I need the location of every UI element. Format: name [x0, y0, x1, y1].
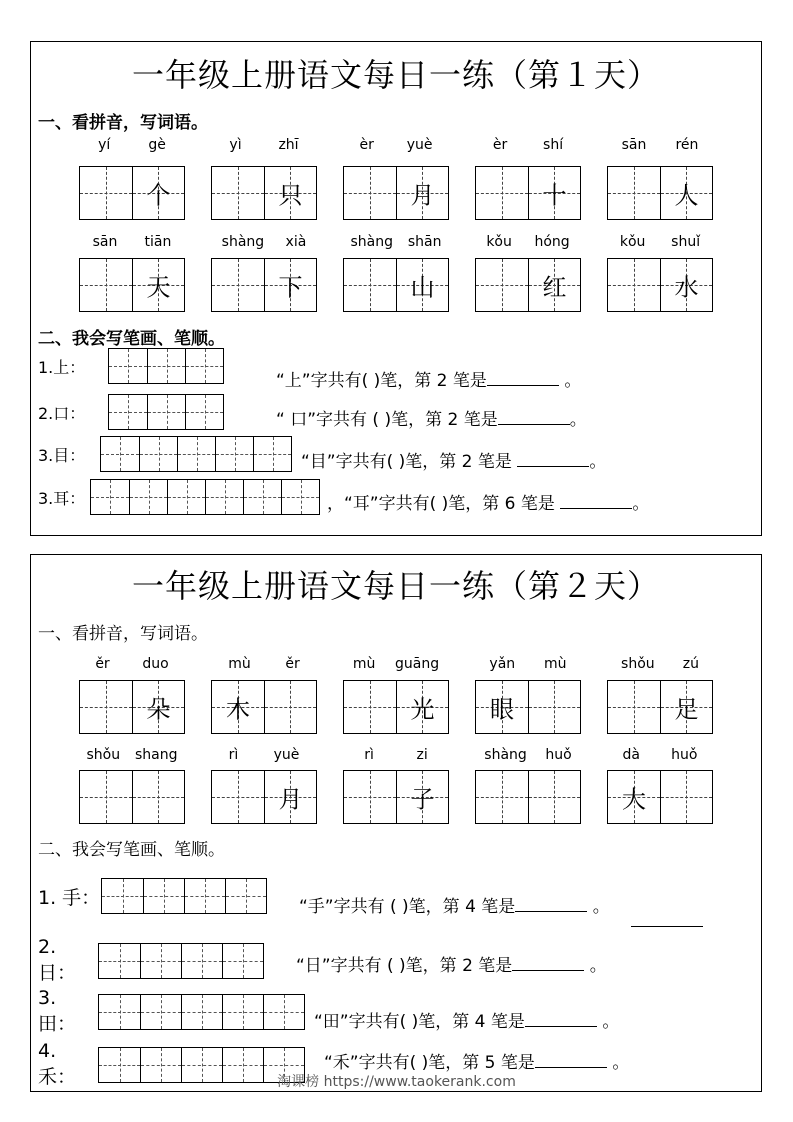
tianzige-cell[interactable]: [80, 167, 132, 219]
pinyin: sān: [621, 137, 647, 153]
tianzige-cell[interactable]: [344, 167, 396, 219]
tianzige-cell[interactable]: [476, 681, 528, 733]
answer-blank[interactable]: [487, 371, 559, 386]
answer-blank[interactable]: [515, 897, 587, 912]
character: 足: [674, 695, 699, 724]
day1-sheet: [30, 41, 762, 536]
pinyin: yuè: [406, 137, 433, 153]
character: 月: [278, 785, 303, 814]
pinyin-pair: [211, 137, 317, 153]
pinyin-pair: [607, 747, 713, 763]
tianzige-pair[interactable]: [211, 770, 317, 824]
tianzige-pair[interactable]: [475, 166, 581, 220]
tianzige-cell[interactable]: [212, 771, 264, 823]
tianzige-pair[interactable]: [211, 680, 317, 734]
day1-stroke-q2: “ 口”字共有 ( )笔，第 2 笔是 。: [276, 410, 587, 430]
stroke-grid[interactable]: [90, 479, 320, 515]
day2-section1: 一、看拼音，写词语。: [38, 624, 208, 644]
day2-stroke-row-1: [38, 878, 267, 914]
character: 水: [674, 273, 699, 302]
stroke-grid[interactable]: [98, 943, 264, 979]
day2-stroke-q3: “田”字共有( )笔，第 4 笔是 。: [314, 1012, 620, 1032]
day1-stroke-row-1: [38, 348, 224, 384]
answer-blank[interactable]: [517, 452, 589, 467]
day1-stroke-q4: ，“耳”字共有( )笔，第 6 笔是 。: [327, 494, 650, 514]
tianzige-cell[interactable]: [396, 167, 448, 219]
day2-stroke-q2: “日”字共有 ( )笔，第 2 笔是 。: [296, 956, 607, 976]
tianzige-cell[interactable]: [132, 259, 184, 311]
stroke-label: 3.耳：: [38, 488, 86, 508]
pinyin: guāng: [395, 656, 440, 672]
stroke-grid[interactable]: [108, 348, 224, 384]
character: 天: [146, 273, 171, 302]
pinyin-pair: [343, 656, 449, 672]
tianzige-cell[interactable]: [528, 681, 580, 733]
tianzige-pair[interactable]: [211, 258, 317, 312]
tianzige-cell[interactable]: [476, 771, 528, 823]
answer-blank[interactable]: [512, 956, 584, 971]
character: 只: [278, 181, 303, 210]
pinyin: duo: [142, 656, 169, 672]
pinyin-pair: [79, 137, 185, 153]
day1-stroke-row-2: [38, 394, 224, 430]
tianzige-pair[interactable]: [79, 680, 185, 734]
tianzige-cell[interactable]: [264, 259, 316, 311]
pinyin-pair: [79, 234, 185, 250]
pinyin: yǎn: [489, 656, 516, 672]
tianzige-cell[interactable]: [264, 681, 316, 733]
pinyin: zú: [682, 656, 699, 672]
pinyin-pair: [343, 234, 449, 250]
pinyin: shǒu: [86, 747, 121, 763]
tianzige-cell[interactable]: [344, 681, 396, 733]
day1-stroke-q3: “目”字共有( )笔，第 2 笔是 。: [301, 452, 607, 472]
tianzige-cell[interactable]: [396, 771, 448, 823]
extra-underline: [631, 926, 703, 927]
character: 红: [542, 273, 567, 302]
character: 眼: [489, 695, 514, 724]
pinyin: shàng: [350, 234, 393, 250]
tianzige-pair[interactable]: [475, 770, 581, 824]
answer-blank[interactable]: [525, 1012, 597, 1027]
pinyin-pair: [607, 656, 713, 672]
pinyin: èr: [359, 137, 374, 153]
tianzige-pair[interactable]: [607, 166, 713, 220]
pinyin: xià: [285, 234, 307, 250]
tianzige-cell[interactable]: [608, 681, 660, 733]
pinyin-pair: [211, 656, 317, 672]
pinyin: ěr: [285, 656, 300, 672]
tianzige-pair[interactable]: [475, 680, 581, 734]
day2-stroke-q1: “手”字共有 ( )笔，第 4 笔是 。: [299, 897, 610, 917]
pinyin: yì: [229, 137, 242, 153]
day2-title: 一年级上册语文每日一练（第２天）: [131, 567, 660, 605]
tianzige-cell[interactable]: [608, 167, 660, 219]
tianzige-pair[interactable]: [607, 770, 713, 824]
pinyin-pair: [211, 234, 317, 250]
pinyin-pair: [475, 656, 581, 672]
pinyin: shàng: [484, 747, 527, 763]
tianzige-pair[interactable]: [607, 258, 713, 312]
pinyin: rì: [364, 747, 374, 763]
character: 人: [674, 181, 699, 210]
tianzige-cell[interactable]: [80, 771, 132, 823]
pinyin-pair: [343, 137, 449, 153]
tianzige-pair[interactable]: [79, 258, 185, 312]
character: 山: [410, 273, 435, 302]
pinyin-pair: [475, 234, 581, 250]
tianzige-cell[interactable]: [264, 167, 316, 219]
pinyin-pair: [607, 137, 713, 153]
pinyin: kǒu: [619, 234, 646, 250]
pinyin-pair: [607, 234, 713, 250]
tianzige-pair[interactable]: [475, 258, 581, 312]
tianzige-cell[interactable]: [212, 259, 264, 311]
pinyin: shàng: [221, 234, 265, 250]
character: 下: [278, 273, 303, 302]
tianzige-cell[interactable]: [528, 771, 580, 823]
pinyin: gè: [148, 137, 166, 153]
answer-blank[interactable]: [498, 410, 570, 425]
pinyin-pair: [475, 137, 581, 153]
tianzige-cell[interactable]: [608, 771, 660, 823]
pinyin: yuè: [273, 747, 300, 763]
character: 个: [146, 181, 171, 210]
pinyin: sān: [92, 234, 118, 250]
pinyin: shí: [543, 137, 564, 153]
tianzige-pair[interactable]: [79, 166, 185, 220]
tianzige-cell[interactable]: [344, 771, 396, 823]
pinyin-pair: [475, 747, 581, 763]
character: 十: [542, 181, 567, 210]
pinyin-pair: [343, 747, 449, 763]
tianzige-cell[interactable]: [264, 771, 316, 823]
day1-section1: 一、看拼音，写词语。: [38, 113, 208, 133]
character: 朵: [146, 695, 171, 724]
tianzige-cell[interactable]: [132, 681, 184, 733]
pinyin-pair: [79, 656, 185, 672]
pinyin: shuǐ: [671, 234, 701, 250]
pinyin: shǒu: [621, 656, 655, 672]
tianzige-cell[interactable]: [660, 259, 712, 311]
stroke-label: 2.口：: [38, 403, 86, 423]
pinyin: mù: [228, 656, 251, 672]
pinyin: huǒ: [671, 747, 698, 763]
pinyin: èr: [492, 137, 508, 153]
pinyin: dà: [622, 747, 641, 763]
tianzige-cell[interactable]: [132, 167, 184, 219]
answer-blank[interactable]: [535, 1053, 607, 1068]
stroke-grid[interactable]: [108, 394, 224, 430]
tianzige-cell[interactable]: [476, 259, 528, 311]
tianzige-cell[interactable]: [528, 167, 580, 219]
pinyin: huǒ: [545, 747, 572, 763]
pinyin-pair: [211, 747, 317, 763]
day1-title: 一年级上册语文每日一练（第１天）: [131, 56, 660, 94]
tianzige-pair[interactable]: [343, 680, 449, 734]
pinyin: tiān: [144, 234, 172, 250]
tianzige-cell[interactable]: [660, 167, 712, 219]
day2-section2: 二、我会写笔画、笔顺。: [38, 840, 225, 860]
pinyin: mù: [544, 656, 567, 672]
stroke-grid[interactable]: [101, 878, 267, 914]
tianzige-cell[interactable]: [212, 167, 264, 219]
stroke-label: 3.目：: [38, 445, 86, 465]
tianzige-pair[interactable]: [607, 680, 713, 734]
pinyin: rì: [228, 747, 239, 763]
character: 木: [225, 695, 250, 724]
day2-stroke-q4: “禾”字共有( )笔，第 5 笔是 。: [324, 1053, 630, 1073]
tianzige-cell[interactable]: [660, 681, 712, 733]
character: 子: [410, 785, 435, 814]
character: 光: [410, 695, 435, 724]
pinyin: rén: [675, 137, 699, 153]
day2-sheet: [30, 554, 762, 1092]
tianzige-cell[interactable]: [80, 259, 132, 311]
tianzige-pair[interactable]: [343, 166, 449, 220]
footer-watermark: 淘课榜 https://www.taokerank.com: [277, 1074, 516, 1090]
tianzige-cell[interactable]: [212, 681, 264, 733]
day1-stroke-row-3: [38, 436, 292, 472]
tianzige-cell[interactable]: [344, 259, 396, 311]
day1-stroke-row-4: [38, 479, 320, 515]
tianzige-cell[interactable]: [396, 259, 448, 311]
day2-stroke-row-2: [38, 936, 264, 985]
tianzige-cell[interactable]: [608, 259, 660, 311]
stroke-label: 3. 田：: [38, 987, 77, 1035]
pinyin: kǒu: [486, 234, 512, 250]
pinyin: zhī: [278, 137, 299, 153]
tianzige-pair[interactable]: [343, 770, 449, 824]
tianzige-cell[interactable]: [396, 681, 448, 733]
pinyin: hóng: [534, 234, 570, 250]
pinyin-pair: [79, 747, 185, 763]
character: 月: [410, 181, 435, 210]
stroke-grid[interactable]: [98, 994, 305, 1030]
pinyin: ěr: [95, 656, 110, 672]
tianzige-cell[interactable]: [660, 771, 712, 823]
pinyin: shān: [407, 234, 442, 250]
day1-section2: 二、我会写笔画、笔顺。: [38, 329, 225, 349]
stroke-label: 4. 禾：: [38, 1040, 77, 1088]
tianzige-pair[interactable]: [211, 166, 317, 220]
stroke-label: 1. 手：: [38, 886, 101, 909]
stroke-label: 2. 日：: [38, 936, 77, 984]
pinyin: yí: [98, 137, 111, 153]
stroke-label: 1.上：: [38, 357, 86, 377]
tianzige-cell[interactable]: [132, 771, 184, 823]
pinyin: shang: [135, 747, 178, 763]
character: 大: [621, 785, 646, 814]
tianzige-cell[interactable]: [476, 167, 528, 219]
answer-blank[interactable]: [560, 494, 632, 509]
stroke-grid[interactable]: [100, 436, 292, 472]
tianzige-pair[interactable]: [343, 258, 449, 312]
day1-stroke-q1: “上”字共有( )笔，第 2 笔是 。: [276, 371, 582, 391]
pinyin: mù: [352, 656, 376, 672]
tianzige-pair[interactable]: [79, 770, 185, 824]
pinyin: zi: [416, 747, 428, 763]
tianzige-cell[interactable]: [80, 681, 132, 733]
day2-stroke-row-3: [38, 987, 305, 1036]
tianzige-cell[interactable]: [528, 259, 580, 311]
